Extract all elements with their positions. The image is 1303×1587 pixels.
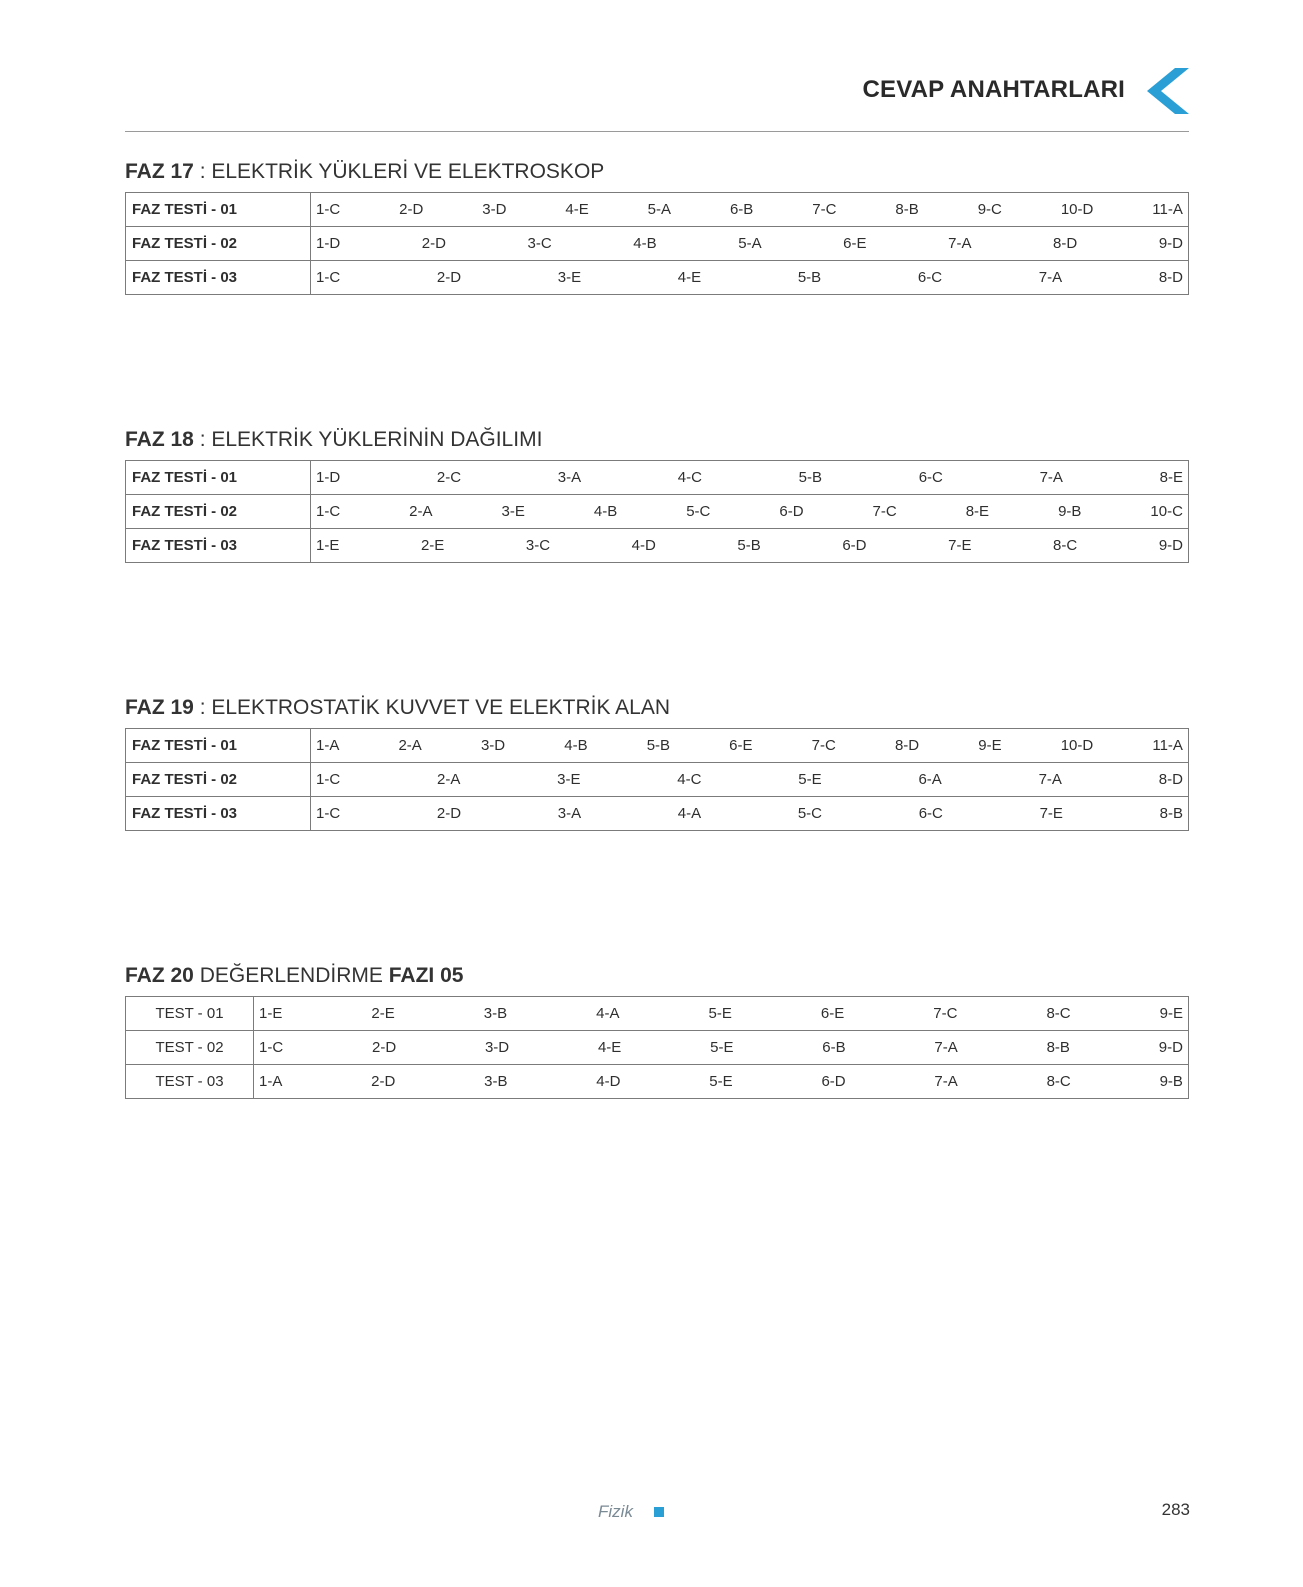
test-label: FAZ TESTİ - 02 — [126, 495, 311, 529]
section-heading: : ELEKTROSTATİK KUVVET VE ELEKTRİK ALAN — [193, 696, 671, 719]
answer: 7-A — [934, 1039, 958, 1056]
answer: 6-C — [918, 469, 943, 486]
answer: 2-A — [409, 503, 433, 520]
section-heading: : ELEKTRİK YÜKLERİ VE ELEKTROSKOP — [193, 160, 605, 183]
answer: 5-B — [798, 469, 823, 486]
answer: 5-B — [797, 269, 822, 286]
section-number: FAZ 19 — [125, 696, 194, 719]
answer: 1-C — [316, 503, 341, 520]
answer: 10-C — [1150, 503, 1183, 520]
answer: 5-E — [798, 771, 822, 788]
answer: 4-C — [677, 771, 702, 788]
test-label: TEST - 03 — [126, 1065, 254, 1099]
faz19-section — [125, 694, 1189, 831]
answer: 2-D — [436, 805, 462, 822]
test-label: TEST - 02 — [126, 1031, 254, 1065]
faz17-section — [125, 158, 1189, 295]
answer: 4-A — [677, 805, 702, 822]
answer: 6-E — [729, 737, 753, 754]
answer: 9-E — [1159, 1005, 1183, 1022]
section-heading: DEĞERLENDİRME — [193, 964, 389, 987]
answer: 8-C — [1053, 537, 1078, 554]
answer: 3-C — [527, 235, 552, 252]
page-header-title: CEVAP ANAHTARLARI — [862, 76, 1125, 103]
answer: 4-D — [596, 1073, 621, 1090]
test-label: FAZ TESTİ - 03 — [126, 797, 311, 831]
test-label: FAZ TESTİ - 03 — [126, 529, 311, 563]
answer: 6-B — [729, 201, 754, 218]
answer: 2-E — [420, 537, 445, 554]
answer: 5-C — [797, 805, 823, 822]
answer: 10-D — [1060, 737, 1094, 754]
answers-cell — [311, 797, 1189, 831]
table-row — [126, 261, 1189, 295]
answer: 7-C — [812, 201, 837, 218]
answer: 7-C — [872, 503, 897, 520]
answer: 7-A — [1039, 469, 1063, 486]
answer: 10-D — [1060, 201, 1094, 218]
answer-key-table — [125, 728, 1189, 831]
table-row — [126, 529, 1189, 563]
answer: 2-D — [436, 269, 462, 286]
answers-cell — [311, 193, 1189, 227]
table-row — [126, 729, 1189, 763]
answers-cell — [254, 997, 1189, 1031]
answers-cell — [311, 729, 1189, 763]
answer: 7-E — [1039, 805, 1063, 822]
answer: 8-D — [894, 737, 920, 754]
answer: 5-A — [647, 201, 672, 218]
answer: 8-C — [1046, 1005, 1071, 1022]
answer: 1-C — [316, 771, 341, 788]
answer: 2-A — [436, 771, 461, 788]
test-label: FAZ TESTİ - 02 — [126, 763, 311, 797]
answer: 3-A — [557, 805, 582, 822]
table-row — [126, 1031, 1189, 1065]
answer: 4-A — [596, 1005, 620, 1022]
section-heading: : ELEKTRİK YÜKLERİNİN DAĞILIMI — [193, 428, 543, 451]
answer: 3-D — [482, 201, 507, 218]
answer: 7-A — [934, 1073, 958, 1090]
answer: 2-D — [421, 235, 446, 252]
answers-cell — [254, 1065, 1189, 1099]
answer: 8-B — [1046, 1039, 1070, 1056]
header-divider — [125, 131, 1189, 132]
answer: 3-E — [501, 503, 525, 520]
answer: 3-E — [557, 771, 581, 788]
section-heading-tail: FAZI 05 — [388, 964, 464, 987]
answer: 8-B — [895, 201, 919, 218]
answer: 7-C — [811, 737, 836, 754]
chevron-left-icon — [1145, 68, 1189, 114]
answer: 6-B — [822, 1039, 846, 1056]
answer: 3-B — [484, 1073, 508, 1090]
answer: 4-B — [564, 737, 588, 754]
section-number: FAZ 20 — [125, 964, 194, 987]
answer: 5-B — [646, 737, 671, 754]
answer: 7-C — [933, 1005, 958, 1022]
answer: 1-A — [316, 737, 340, 754]
table-row — [126, 1065, 1189, 1099]
test-label: FAZ TESTİ - 01 — [126, 729, 311, 763]
test-label: FAZ TESTİ - 03 — [126, 261, 311, 295]
section-title — [125, 962, 1189, 990]
answer: 7-A — [1038, 771, 1062, 788]
answer: 4-D — [631, 537, 656, 554]
answer: 9-D — [1158, 1039, 1183, 1056]
answer: 9-D — [1158, 235, 1183, 252]
table-row — [126, 193, 1189, 227]
answer: 2-A — [398, 737, 422, 754]
answer: 4-E — [677, 269, 702, 286]
answer: 8-D — [1158, 771, 1183, 788]
table-row — [126, 461, 1189, 495]
answer: 8-B — [1159, 805, 1183, 822]
section-title — [125, 158, 1189, 186]
answer: 4-B — [593, 503, 618, 520]
answers-cell — [311, 261, 1189, 295]
answer: 1-D — [316, 235, 341, 252]
answer-key-table — [125, 192, 1189, 295]
answer: 3-D — [480, 737, 506, 754]
answer: 2-E — [371, 1005, 395, 1022]
answer: 7-A — [948, 235, 972, 252]
answer: 5-A — [738, 235, 762, 252]
answer: 4-E — [597, 1039, 622, 1056]
table-row — [126, 797, 1189, 831]
answer: 9-B — [1159, 1073, 1183, 1090]
answers-cell — [254, 1031, 1189, 1065]
section-number: FAZ 17 — [125, 160, 194, 183]
answer: 5-E — [708, 1005, 732, 1022]
test-label: FAZ TESTİ - 01 — [126, 461, 311, 495]
answer: 3-E — [557, 269, 582, 286]
table-row — [126, 997, 1189, 1031]
answer: 4-C — [677, 469, 702, 486]
table-row — [126, 227, 1189, 261]
answer: 6-E — [820, 1005, 845, 1022]
answer: 5-C — [686, 503, 711, 520]
answer: 7-E — [948, 537, 972, 554]
section-title — [125, 426, 1189, 454]
answer: 2-D — [371, 1039, 397, 1056]
answer: 6-D — [842, 537, 867, 554]
answer: 6-E — [843, 235, 867, 252]
answer: 5-B — [737, 537, 761, 554]
answers-cell — [311, 227, 1189, 261]
faz20-section — [125, 962, 1189, 1099]
answer: 9-B — [1058, 503, 1082, 520]
answer: 2-D — [399, 201, 424, 218]
answer: 6-C — [917, 269, 943, 286]
footer-subject: Fizik — [598, 1502, 633, 1521]
answer: 3-D — [484, 1039, 510, 1056]
section-title — [125, 694, 1189, 722]
answer: 4-E — [565, 201, 589, 218]
answer: 8-E — [1159, 469, 1183, 486]
section-number: FAZ 18 — [125, 428, 194, 451]
answer: 1-E — [259, 1005, 283, 1022]
answer-key-table — [125, 996, 1189, 1099]
answer: 5-E — [709, 1073, 733, 1090]
answer: 8-D — [1053, 235, 1078, 252]
answer: 1-D — [316, 469, 341, 486]
test-label: FAZ TESTİ - 02 — [126, 227, 311, 261]
answers-cell — [311, 529, 1189, 563]
answer: 4-B — [633, 235, 657, 252]
answer: 1-E — [316, 537, 340, 554]
answer: 1-C — [316, 269, 341, 286]
table-row — [126, 495, 1189, 529]
answer: 3-B — [483, 1005, 508, 1022]
answer: 1-C — [259, 1039, 284, 1056]
faz18-section — [125, 426, 1189, 563]
test-label: FAZ TESTİ - 01 — [126, 193, 311, 227]
answer: 5-E — [710, 1039, 734, 1056]
answer: 11-A — [1152, 737, 1183, 754]
answer: 8-C — [1046, 1073, 1071, 1090]
test-label: TEST - 01 — [126, 997, 254, 1031]
answer: 7-A — [1038, 269, 1063, 286]
answer: 2-D — [371, 1073, 396, 1090]
table-row — [126, 763, 1189, 797]
answer: 8-E — [965, 503, 990, 520]
answer: 6-C — [918, 805, 943, 822]
answer: 11-A — [1152, 201, 1183, 218]
answer: 6-D — [779, 503, 804, 520]
answer-key-table — [125, 460, 1189, 563]
answer: 6-A — [918, 771, 942, 788]
answer: 9-E — [978, 737, 1002, 754]
answer: 2-C — [436, 469, 462, 486]
answer: 1-C — [316, 805, 341, 822]
answers-cell — [311, 461, 1189, 495]
answer: 8-D — [1158, 269, 1183, 286]
answer: 9-C — [977, 201, 1002, 218]
footer-square-icon — [654, 1507, 664, 1517]
answers-cell — [311, 495, 1189, 529]
answers-cell — [311, 763, 1189, 797]
answer: 3-C — [525, 537, 551, 554]
answer: 6-D — [821, 1073, 846, 1090]
answer: 1-C — [316, 201, 341, 218]
answer: 3-A — [557, 469, 582, 486]
page-number: 283 — [1161, 1500, 1190, 1519]
answer: 9-D — [1158, 537, 1183, 554]
answer: 1-A — [259, 1073, 283, 1090]
